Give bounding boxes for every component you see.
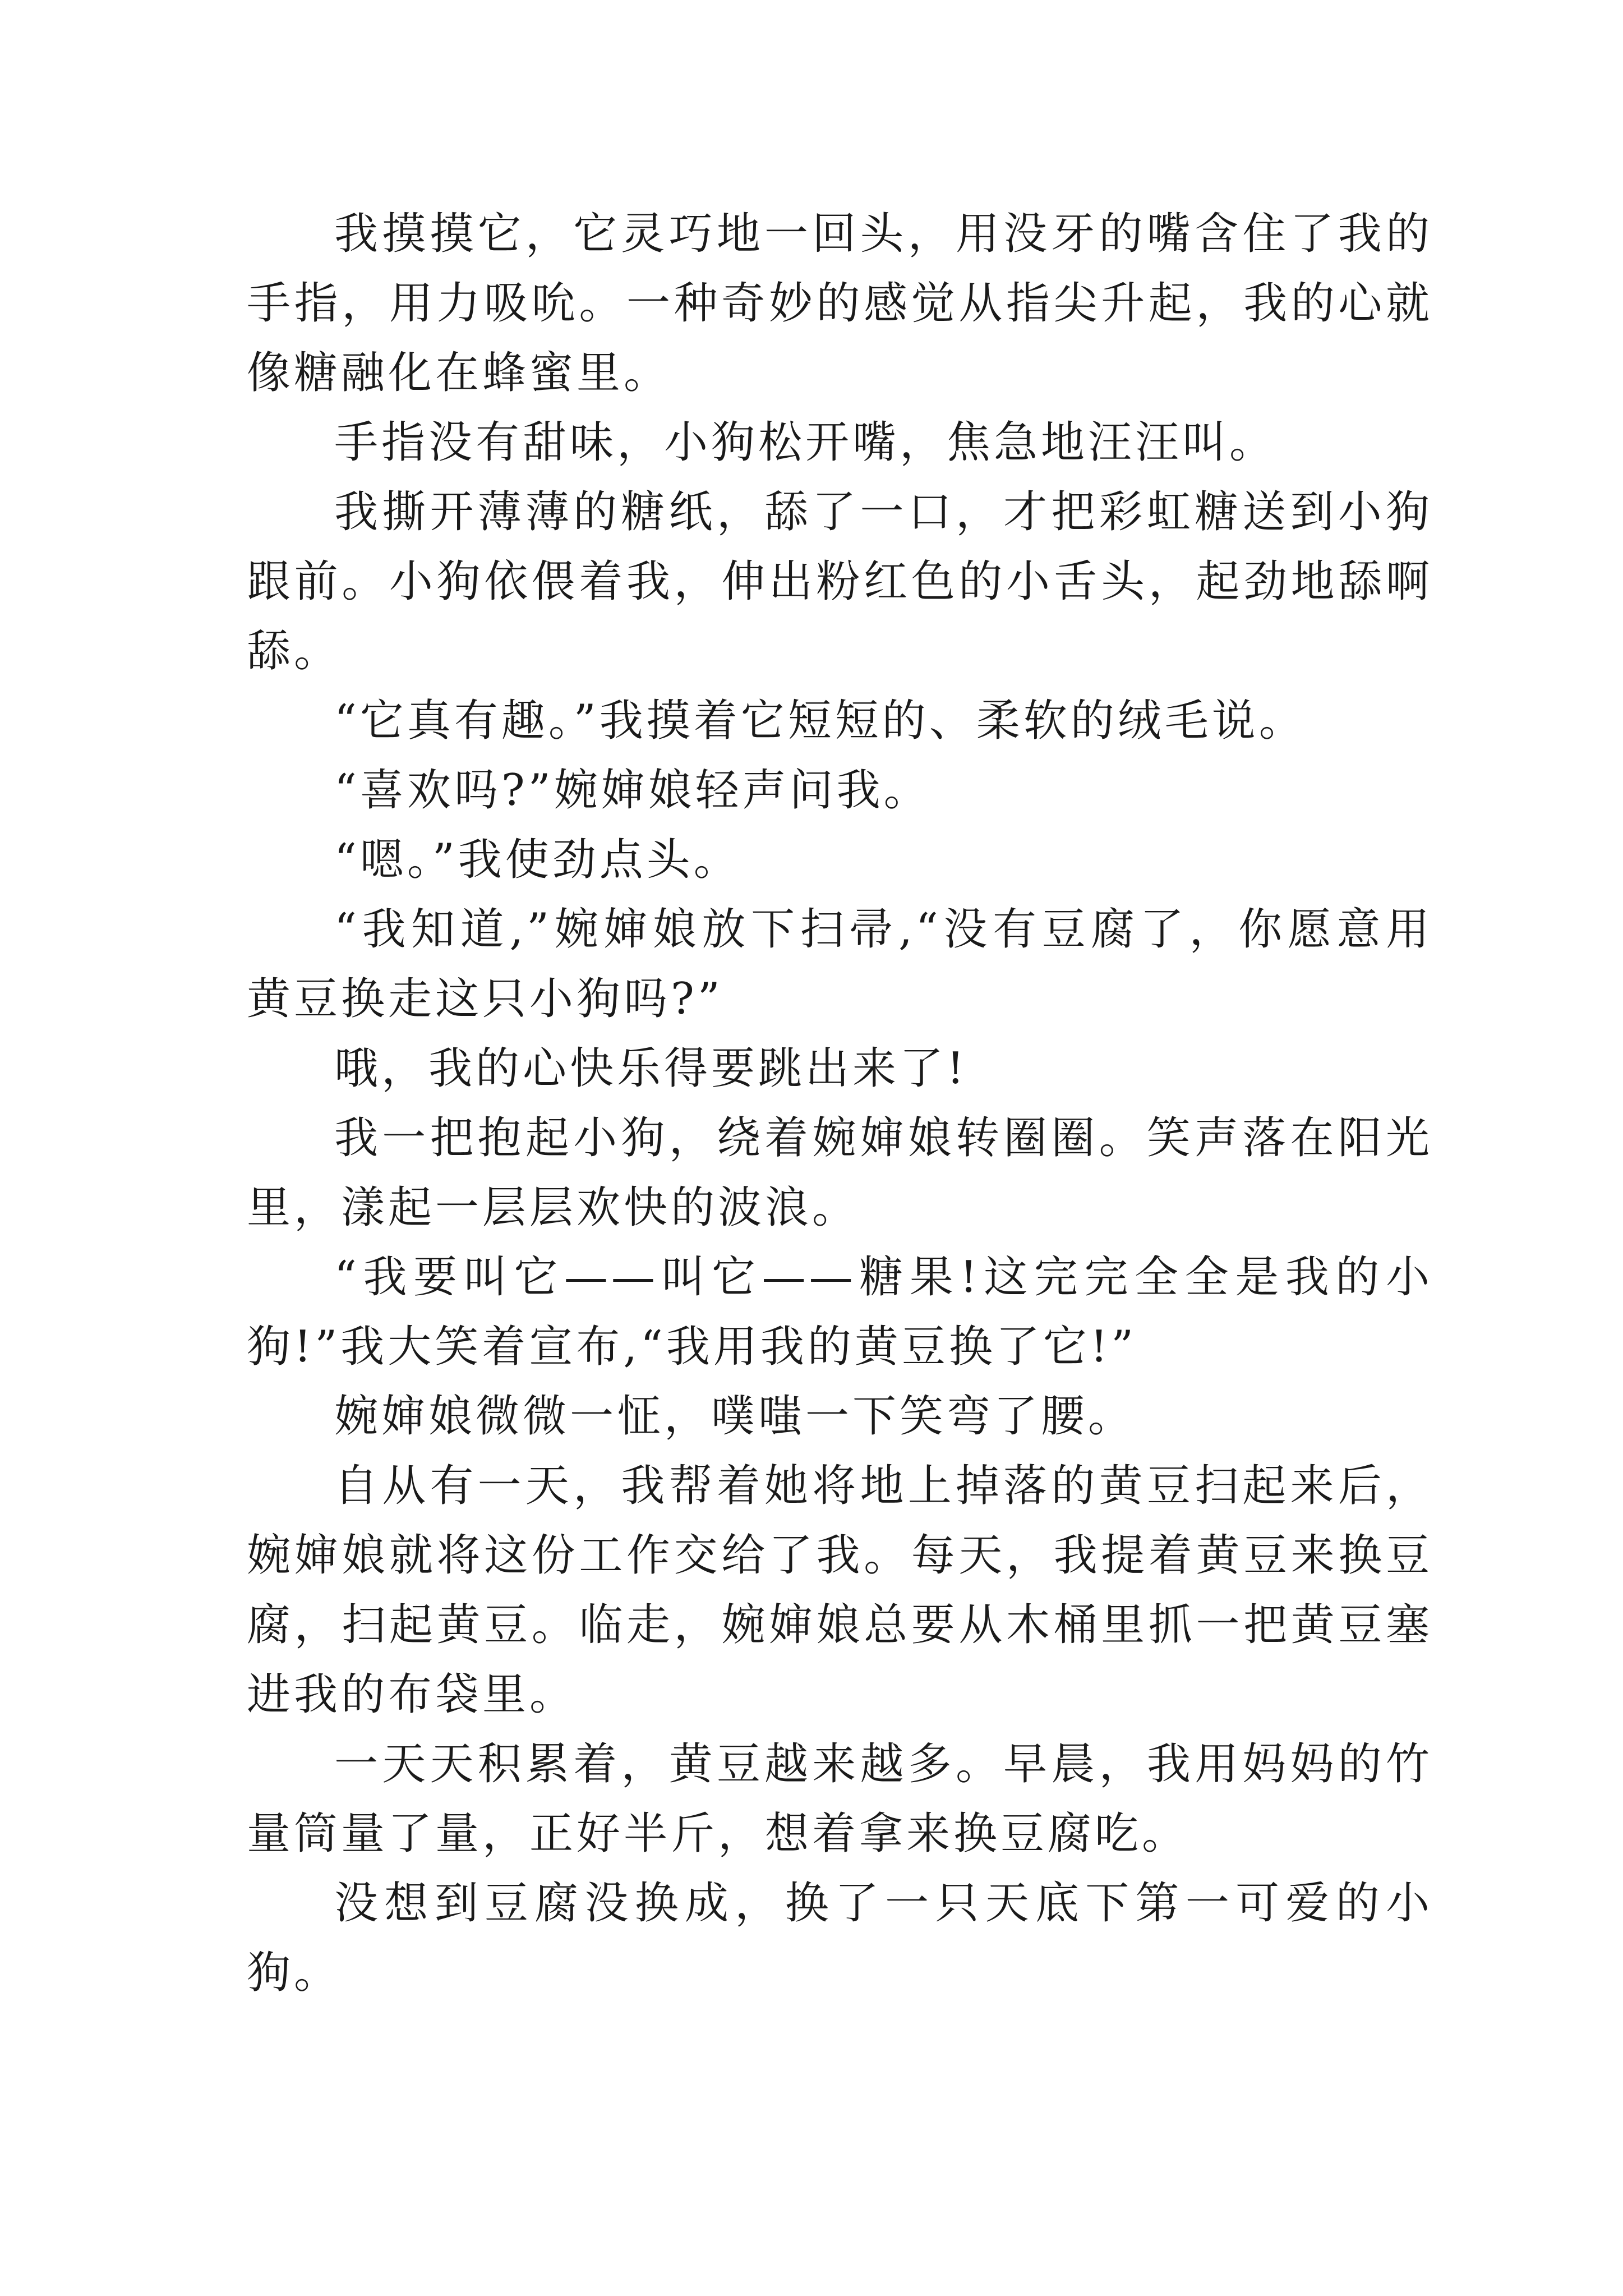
paragraph-14: 没想到豆腐没换成，换了一只天底下第一可爱的小狗。	[247, 1878, 1433, 1998]
paragraph-12: 自从有一天，我帮着她将地上掉落的黄豆扫起来后，婉婶娘就将这份工作交给了我。每天，我提着黄豆来换豆腐，扫起黄豆。临走，婉婶娘总要从木桶里抓一把黄豆塞进我的布袋里。	[247, 1461, 1433, 1720]
paragraph-6: “嗯。”我使劲点头。	[334, 835, 741, 885]
paragraph-2: 手指没有甜味，小狗松开嘴，焦急地汪汪叫。	[334, 417, 1277, 468]
paragraph-1: 我摸摸它，它灵巧地一回头，用没牙的嘴含住了我的手指，用力吸吮。一种奇妙的感觉从指尖升起，我的心就像糖融化在蜂蜜里。	[247, 209, 1433, 398]
paragraph-9: 我一把抱起小狗，绕着婉婶娘转圈圈。笑声落在阳光里，漾起一层层欢快的波浪。	[247, 1113, 1433, 1233]
paragraph-5: “喜欢吗?”婉婶娘轻声问我。	[334, 765, 931, 816]
story-text	[247, 199, 1433, 2008]
paragraph-7: “我知道,”婉婶娘放下扫帚,“没有豆腐了，你愿意用黄豆换走这只小狗吗?”	[247, 904, 1433, 1024]
paragraph-3: 我撕开薄薄的糖纸，舔了一口，才把彩虹糖送到小狗跟前。小狗依偎着我，伸出粉红色的小舌头，起劲地舔啊舔。	[247, 487, 1433, 677]
paragraph-13: 一天天积累着，黄豆越来越多。早晨，我用妈妈的竹量筒量了量，正好半斤，想着拿来换豆腐吃。	[247, 1739, 1433, 1859]
paragraph-11: 婉婶娘微微一怔，噗嗤一下笑弯了腰。	[334, 1391, 1136, 1442]
paragraph-10: “我要叫它——叫它——糖果!这完完全全是我的小狗!”我大笑着宣布,“我用我的黄豆换了它!”	[247, 1252, 1433, 1372]
paragraph-4: “它真有趣。”我摸着它短短的、柔软的绒毛说。	[334, 696, 1306, 746]
paragraph-8: 哦，我的心快乐得要跳出来了!	[334, 1043, 968, 1094]
